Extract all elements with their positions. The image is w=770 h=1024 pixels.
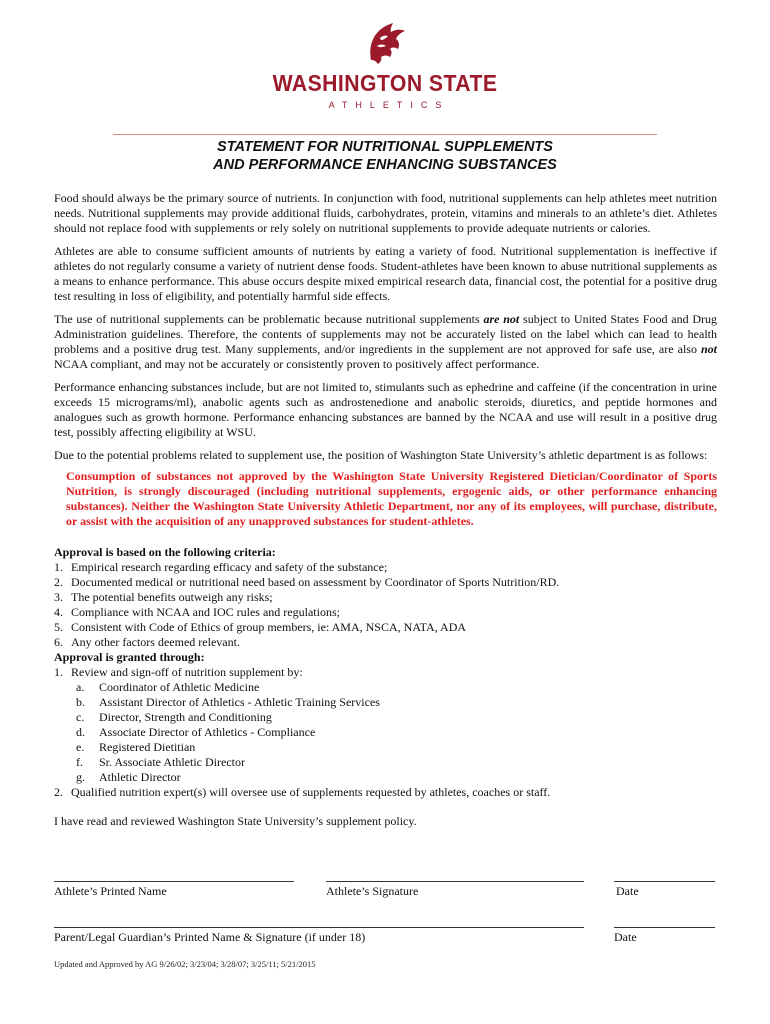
- list-item: 3. The potential benefits outweigh any risks;: [54, 590, 273, 604]
- list-item: 1. Review and sign-off of nutrition supplement by:: [54, 665, 303, 679]
- list-item: g. Athletic Director: [76, 770, 181, 784]
- guardian-line[interactable]: [54, 927, 584, 928]
- granted-list-2: [54, 785, 717, 800]
- document-title: [0, 138, 770, 174]
- granted-heading: Approval is granted through:: [54, 650, 205, 664]
- list-item: 6. Any other factors deemed relevant.: [54, 635, 240, 649]
- guardian-label: Parent/Legal Guardian’s Printed Name & Signature (if under 18): [54, 930, 366, 944]
- revision-footer: Updated and Approved by AG 9/26/02; 3/23/04; 3/28/07; 3/25/11; 5/21/2015: [54, 959, 316, 969]
- paragraph-performance: Performance enhancing substances include, but are not limited to, stimulants such as ephedrine and caffeine (if the concentration in urine exceeds 15 micrograms/ml), anabolic agents such as androstenedione and anabolic steroids, diuretics, and peptide hormones and analogues such as growth hormone. Performance enhancing substances are banned by the NCAA and use will result in a positive drug test, possibly affecting eligibility at WSU.: [54, 380, 717, 439]
- list-item: e. Registered Dietitian: [76, 740, 196, 754]
- list-item: c. Director, Strength and Conditioning: [76, 710, 272, 724]
- signoff-list: [54, 680, 717, 785]
- date-label-2: Date: [614, 930, 637, 944]
- criteria-heading: Approval is based on the following criteria:: [54, 545, 276, 559]
- date-label-1: Date: [616, 884, 639, 898]
- brand-subtitle: ATHLETICS: [328, 100, 450, 110]
- list-item: 2. Qualified nutrition expert(s) will oversee use of supplements requested by athletes, coaches or staff.: [54, 785, 551, 799]
- list-item: b. Assistant Director of Athletics - Athletic Training Services: [76, 695, 380, 709]
- list-item: d. Associate Director of Athletics - Compliance: [76, 725, 316, 739]
- date-line-2[interactable]: [614, 927, 715, 928]
- list-item: 4. Compliance with NCAA and IOC rules and regulations;: [54, 605, 340, 619]
- list-item: f. Sr. Associate Athletic Director: [76, 755, 245, 769]
- athlete-signature-line[interactable]: [326, 881, 584, 882]
- paragraph-position: Due to the potential problems related to supplement use, the position of Washington State University’s athletic department is as follows:: [54, 448, 708, 462]
- criteria-list: [54, 560, 717, 650]
- title-line-2: AND PERFORMANCE ENHANCING SUBSTANCES: [213, 157, 557, 173]
- athlete-signature-label: Athlete’s Signature: [326, 884, 419, 898]
- list-item: a. Coordinator of Athletic Medicine: [76, 680, 260, 694]
- list-item: 1. Empirical research regarding efficacy and safety of the substance;: [54, 560, 388, 574]
- brand-wordmark: WASHINGTON STATE: [272, 70, 498, 96]
- athlete-name-label: Athlete’s Printed Name: [54, 884, 167, 898]
- document-body: [54, 191, 717, 837]
- cougar-head-icon: [363, 20, 407, 66]
- paragraph-athletes: Athletes are able to consume sufficient amounts of nutrients by eating a variety of food. Nutritional supplementation is ineffective if athletes do not regularly consume a variety of nutrient dense foods. Student-athletes have been known to abuse nutritional supplements as a means to enhance performance. This abuse occurs despite mixed empirical research data, financial cost, the potential for a positive drug test resulting in loss of eligibility, and potentially harmful side effects.: [54, 244, 717, 303]
- granted-list: [54, 665, 717, 680]
- wsu-athletics-logo: [0, 20, 770, 110]
- athlete-name-line[interactable]: [54, 881, 294, 882]
- list-item: 5. Consistent with Code of Ethics of group members, ie: AMA, NSCA, NATA, ADA: [54, 620, 467, 634]
- acknowledgement-statement: I have read and reviewed Washington State University’s supplement policy.: [54, 814, 417, 828]
- criteria-section: [54, 545, 717, 800]
- title-line-1: STATEMENT FOR NUTRITIONAL SUPPLEMENTS: [217, 139, 553, 155]
- policy-statement: Consumption of substances not approved by the Washington State University Registered Dietician/Coordinator of Sports Nutrition, is strongly discouraged (including nutritional supplements, ergogenic aids, or other performance enhancing substances). Neither the Washington State University Athletic Department, nor any of its employees, will purchase, distribute, or assist with the acquisition of any unapproved substances for student-athletes.: [66, 469, 717, 528]
- paragraph-problematic: The use of nutritional supplements can be problematic because nutritional supplements are not subject to United States Food and Drug Administration guidelines. Therefore, the contents of supplements may not be accurately listed on the label which can lead to health problems and a positive drug test. Many supplements, and/or ingredients in the supplement are not approved for safe use, are also not NCAA compliant, and may not be accurately or consistently proven to positively affect performance.: [54, 312, 718, 371]
- header-divider: [113, 134, 657, 135]
- date-line-1[interactable]: [614, 881, 715, 882]
- list-item: 2. Documented medical or nutritional need based on assessment by Coordinator of Sports Nutrition/RD.: [54, 575, 560, 589]
- paragraph-food: Food should always be the primary source of nutrients. In conjunction with food, nutritional supplements can help athletes meet nutrition needs. Nutritional supplements may provide additional fluids, carbohydrates, protein, vitamins and minerals to an athlete’s diet. Athletes should not replace food with supplements or rely solely on nutritional supplements to provide adequate nutrients or calories.: [54, 191, 717, 235]
